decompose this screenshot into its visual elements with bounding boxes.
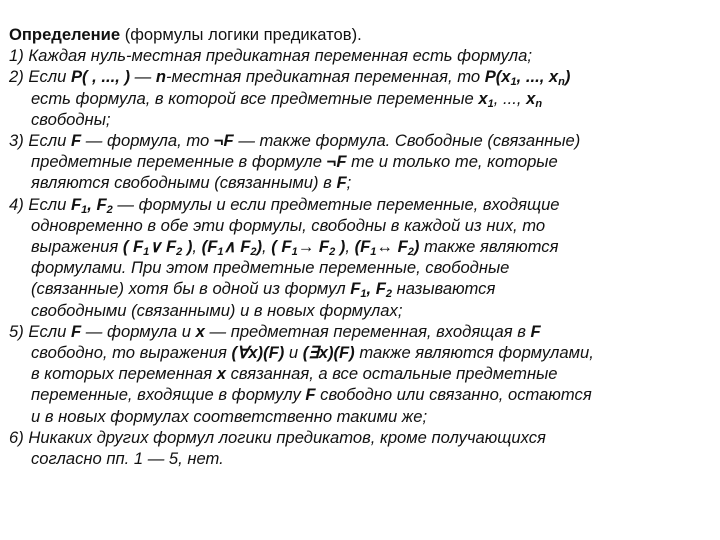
item-text: Если <box>28 321 67 341</box>
item-number: 4) <box>9 194 24 214</box>
dash: — <box>134 67 152 87</box>
item-continuation: согласно пп. 1 — 5, нет. <box>31 449 224 469</box>
negation-formula: ¬F <box>213 131 234 151</box>
item-text: Если <box>28 131 67 151</box>
definition-item-4 <box>9 194 710 321</box>
item-text: -местная предикатная переменная, то <box>165 67 481 87</box>
item-continuation: одновременно в обе эти формулы, свободны в каждой из них, то <box>31 215 546 235</box>
title-rest: (формулы логики предикатов). <box>124 25 362 44</box>
item-text: Каждая нуль-местная предикатная переменная есть формула; <box>28 46 532 66</box>
title-word: Определение <box>9 25 121 44</box>
item-continuation: свободны; <box>31 109 111 129</box>
item-text: — предметная переменная, входящая в <box>209 321 526 341</box>
item-continuation: формулами. При этом предметные переменные, свободные <box>31 258 510 278</box>
item-text: — также формула. Свободные (связанные) <box>238 131 581 151</box>
item-text: Никаких других формул логики предикатов, кроме получающихся <box>28 427 546 447</box>
item-continuation: и в новых формулах соответственно такими же; <box>31 406 428 426</box>
item-continuation: есть формула, в которой все предметные переменные $x_1$, ..., $x_n$ <box>31 88 543 110</box>
item-number: 2) <box>9 67 24 87</box>
item-text: Если <box>28 194 67 214</box>
definition-item-6 <box>9 427 710 469</box>
formula-pair: $F_1$, $F_2$ <box>70 194 113 216</box>
definition-item-2 <box>9 66 710 130</box>
item-continuation: свободными (связанными) и в новых формулах; <box>31 300 403 320</box>
definition-title <box>9 24 710 45</box>
formula-symbol: F <box>70 321 82 341</box>
item-text: — формула, то <box>85 131 210 151</box>
variable-symbol: x <box>195 321 205 341</box>
arity-symbol: n <box>155 67 166 87</box>
definition-item-1 <box>9 45 710 66</box>
predicate-formula: $P(x_1$, ..., $x_n$) <box>484 67 571 89</box>
item-number: 5) <box>9 321 24 341</box>
predicate-symbol: P( , ..., ) <box>70 67 130 87</box>
item-number: 3) <box>9 131 24 151</box>
item-text: — формула и <box>85 321 191 341</box>
definition-item-5 <box>9 321 710 427</box>
item-continuation: выражения ( $F_1\vee$ $F_2$ ), ($F_1\wedge$ $F_2$), ( $F_1\to F_2$ ), ($F_1\leftrightarrow$ $F_2$) также являются <box>31 237 559 259</box>
item-continuation: свободно, то выражения (∀x)(F) и (∃x)(F) также являются формулами, <box>31 343 594 363</box>
item-continuation: (связанные) хотя бы в одной из формул $F_1$, $F_2$ называются <box>31 279 496 301</box>
item-text: Если <box>28 67 67 87</box>
formula-symbol: F <box>530 321 541 341</box>
item-continuation: предметные переменные в формуле ¬F те и только те, которые <box>31 152 558 172</box>
item-number: 6) <box>9 427 24 447</box>
item-number: 1) <box>9 46 24 66</box>
item-continuation: являются свободными (связанными) в F; <box>31 173 352 193</box>
formula-symbol: F <box>70 131 82 151</box>
item-continuation: переменные, входящие в формулу F свободно или связанно, остаются <box>31 385 592 405</box>
item-continuation: в которых переменная x связанная, а все остальные предметные <box>31 364 558 384</box>
item-text: — формулы и если предметные переменные, входящие <box>117 194 560 214</box>
definition-item-3 <box>9 130 710 194</box>
